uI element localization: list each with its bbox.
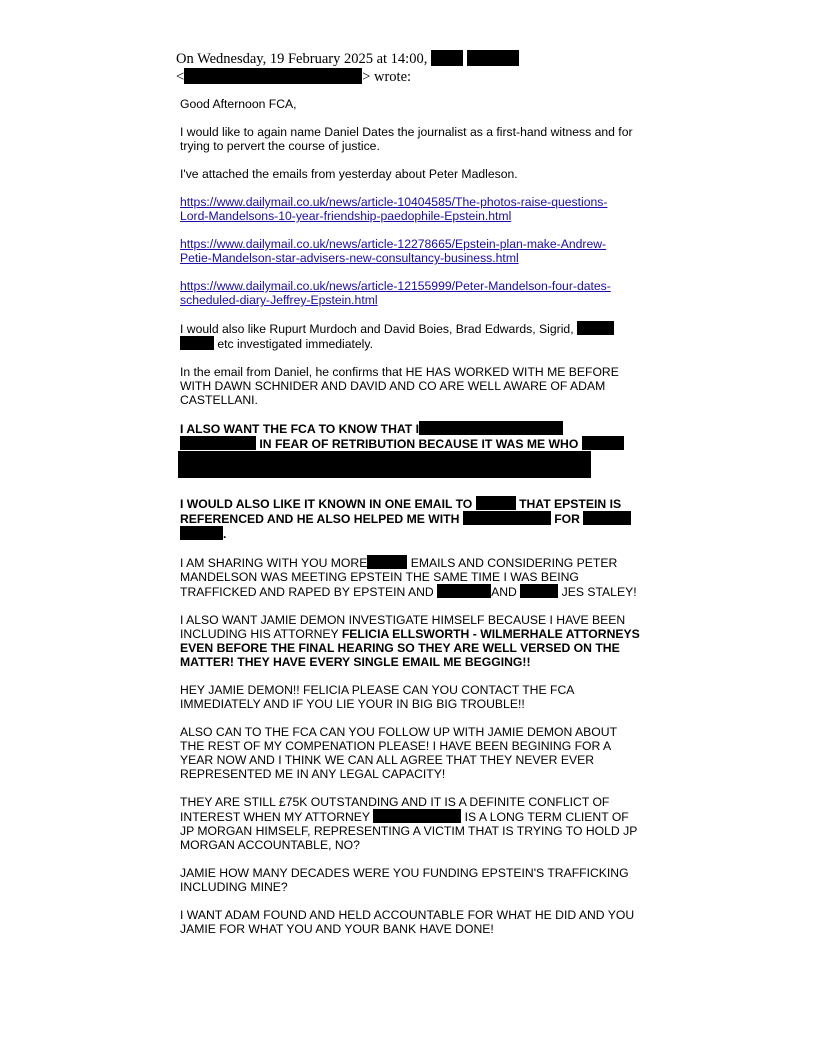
redaction-sender-last — [467, 50, 519, 66]
article-link-1[interactable]: https://www.dailymail.co.uk/news/article-10404585/The-photos-raise-questions- Lord-Mandelsons-10-year-friendship-paedophile-Epstein.html — [180, 195, 608, 223]
redaction-text — [463, 511, 551, 525]
redaction-name — [367, 555, 407, 569]
paragraph-compensation: ALSO CAN TO THE FCA CAN YOU FOLLOW UP WITH JAMIE DEMON ABOUT THE REST OF MY COMPENATION PLEASE! I HAVE BEEN BEGINING FOR A YEAR NOW AND I THINK WE CAN ALL AGREE THAT THEY NEVER EVER REPRESENTED ME IN ANY LEGAL CAPACITY! — [180, 725, 617, 781]
redaction-text — [180, 526, 223, 540]
paragraph-fear-of-retribution: I ALSO WANT THE FCA TO KNOW THAT I IN FEAR OF RETRIBUTION BECAUSE IT WAS ME WHO — [180, 421, 640, 451]
redaction-name — [577, 321, 614, 335]
link-item[interactable] — [180, 237, 640, 265]
paragraph-contact-fca: HEY JAMIE DEMON!! FELICIA PLEASE CAN YOU CONTACT THE FCA IMMEDIATELY AND IF YOU LIE YOUR IN BIG BIG TROUBLE!! — [180, 683, 574, 711]
redaction-text — [582, 436, 624, 450]
redaction-text — [419, 421, 563, 435]
paragraph-witness: I would like to again name Daniel Dates the journalist as a first-hand witness and for trying to pervert the course of justice. — [180, 125, 633, 153]
redaction-text — [180, 436, 256, 450]
link-item[interactable] — [180, 279, 640, 307]
paragraph-accountable: I WANT ADAM FOUND AND HELD ACCOUNTABLE FOR WHAT HE DID AND YOU JAMIE FOR WHAT YOU AND YOUR BANK HAVE DONE! — [180, 908, 635, 936]
email-body — [180, 97, 640, 950]
redaction-block — [178, 451, 591, 478]
paragraph-jamie-demon: I ALSO WANT JAMIE DEMON INVESTIGATE HIMSELF BECAUSE I HAVE BEEN INCLUDING HIS ATTORNEY FELICIA ELLSWORTH - WILMERHALE ATTORNEYS EVEN BEFORE THE FINAL HEARING SO THEY ARE WELL VERSED ON THE MATTER! THEY HAVE EVERY SINGLE EMAIL ME BEGGING!! — [180, 613, 640, 669]
redaction-name — [520, 584, 558, 598]
paragraph-one-email: I WOULD ALSO LIKE IT KNOWN IN ONE EMAIL TO THAT EPSTEIN IS REFERENCED AND HE ALSO HELPED ME WITH FOR . — [180, 496, 640, 541]
header-wrote-text: > wrote: — [362, 69, 412, 85]
redaction-name — [180, 336, 214, 350]
header-lt: < — [176, 69, 185, 85]
redaction-sender-first — [431, 50, 463, 66]
paragraph-sharing-emails: I AM SHARING WITH YOU MORE EMAILS AND CONSIDERING PETER MANDELSON WAS MEETING EPSTEIN THE SAME TIME I WAS BEING TRAFFICKED AND RAPED BY EPSTEIN AND AND JES STALEY! — [180, 556, 637, 599]
greeting: Good Afternoon FCA, — [180, 97, 297, 111]
header-date-text: On Wednesday, 19 February 2025 at 14:00, — [176, 51, 428, 67]
header-date-line — [176, 50, 596, 68]
email-header — [176, 50, 596, 86]
paragraph-decades: JAMIE HOW MANY DECADES WERE YOU FUNDING EPSTEIN'S TRAFFICKING INCLUDING MINE? — [180, 866, 629, 894]
redaction-name — [437, 584, 491, 598]
link-item[interactable] — [180, 195, 640, 223]
redaction-name — [476, 496, 516, 510]
paragraph-investigate: I would also like Rupurt Murdoch and David Boies, Brad Edwards, Sigrid, etc investigated immediately. — [180, 321, 640, 351]
redaction-text — [583, 511, 631, 525]
paragraph-attachments: I've attached the emails from yesterday about Peter Madleson. — [180, 167, 518, 181]
redaction-sender-email — [184, 68, 362, 84]
paragraph-daniel-email: In the email from Daniel, he confirms that HE HAS WORKED WITH ME BEFORE WITH DAWN SCHNIDER AND DAVID AND CO ARE WELL AWARE OF ADAM CASTELLANI. — [180, 365, 619, 407]
article-link-2[interactable]: https://www.dailymail.co.uk/news/article-12278665/Epstein-plan-make-Andrew- Petie-Mandelson-star-advisers-new-consultancy-business.html — [180, 237, 607, 265]
header-wrote-line — [176, 68, 596, 86]
article-link-3[interactable]: https://www.dailymail.co.uk/news/article-12155999/Peter-Mandelson-four-dates- scheduled-diary-Jeffrey-Epstein.html — [180, 279, 611, 307]
redaction-name — [373, 809, 461, 823]
paragraph-outstanding: THEY ARE STILL £75K OUTSTANDING AND IT IS A DEFINITE CONFLICT OF INTEREST WHEN MY ATTORNEY IS A LONG TERM CLIENT OF JP MORGAN HIMSELF, REPRESENTING A VICTIM THAT IS TRYING TO HOLD JP MORGAN ACCOUNTABLE, NO? — [180, 795, 638, 852]
